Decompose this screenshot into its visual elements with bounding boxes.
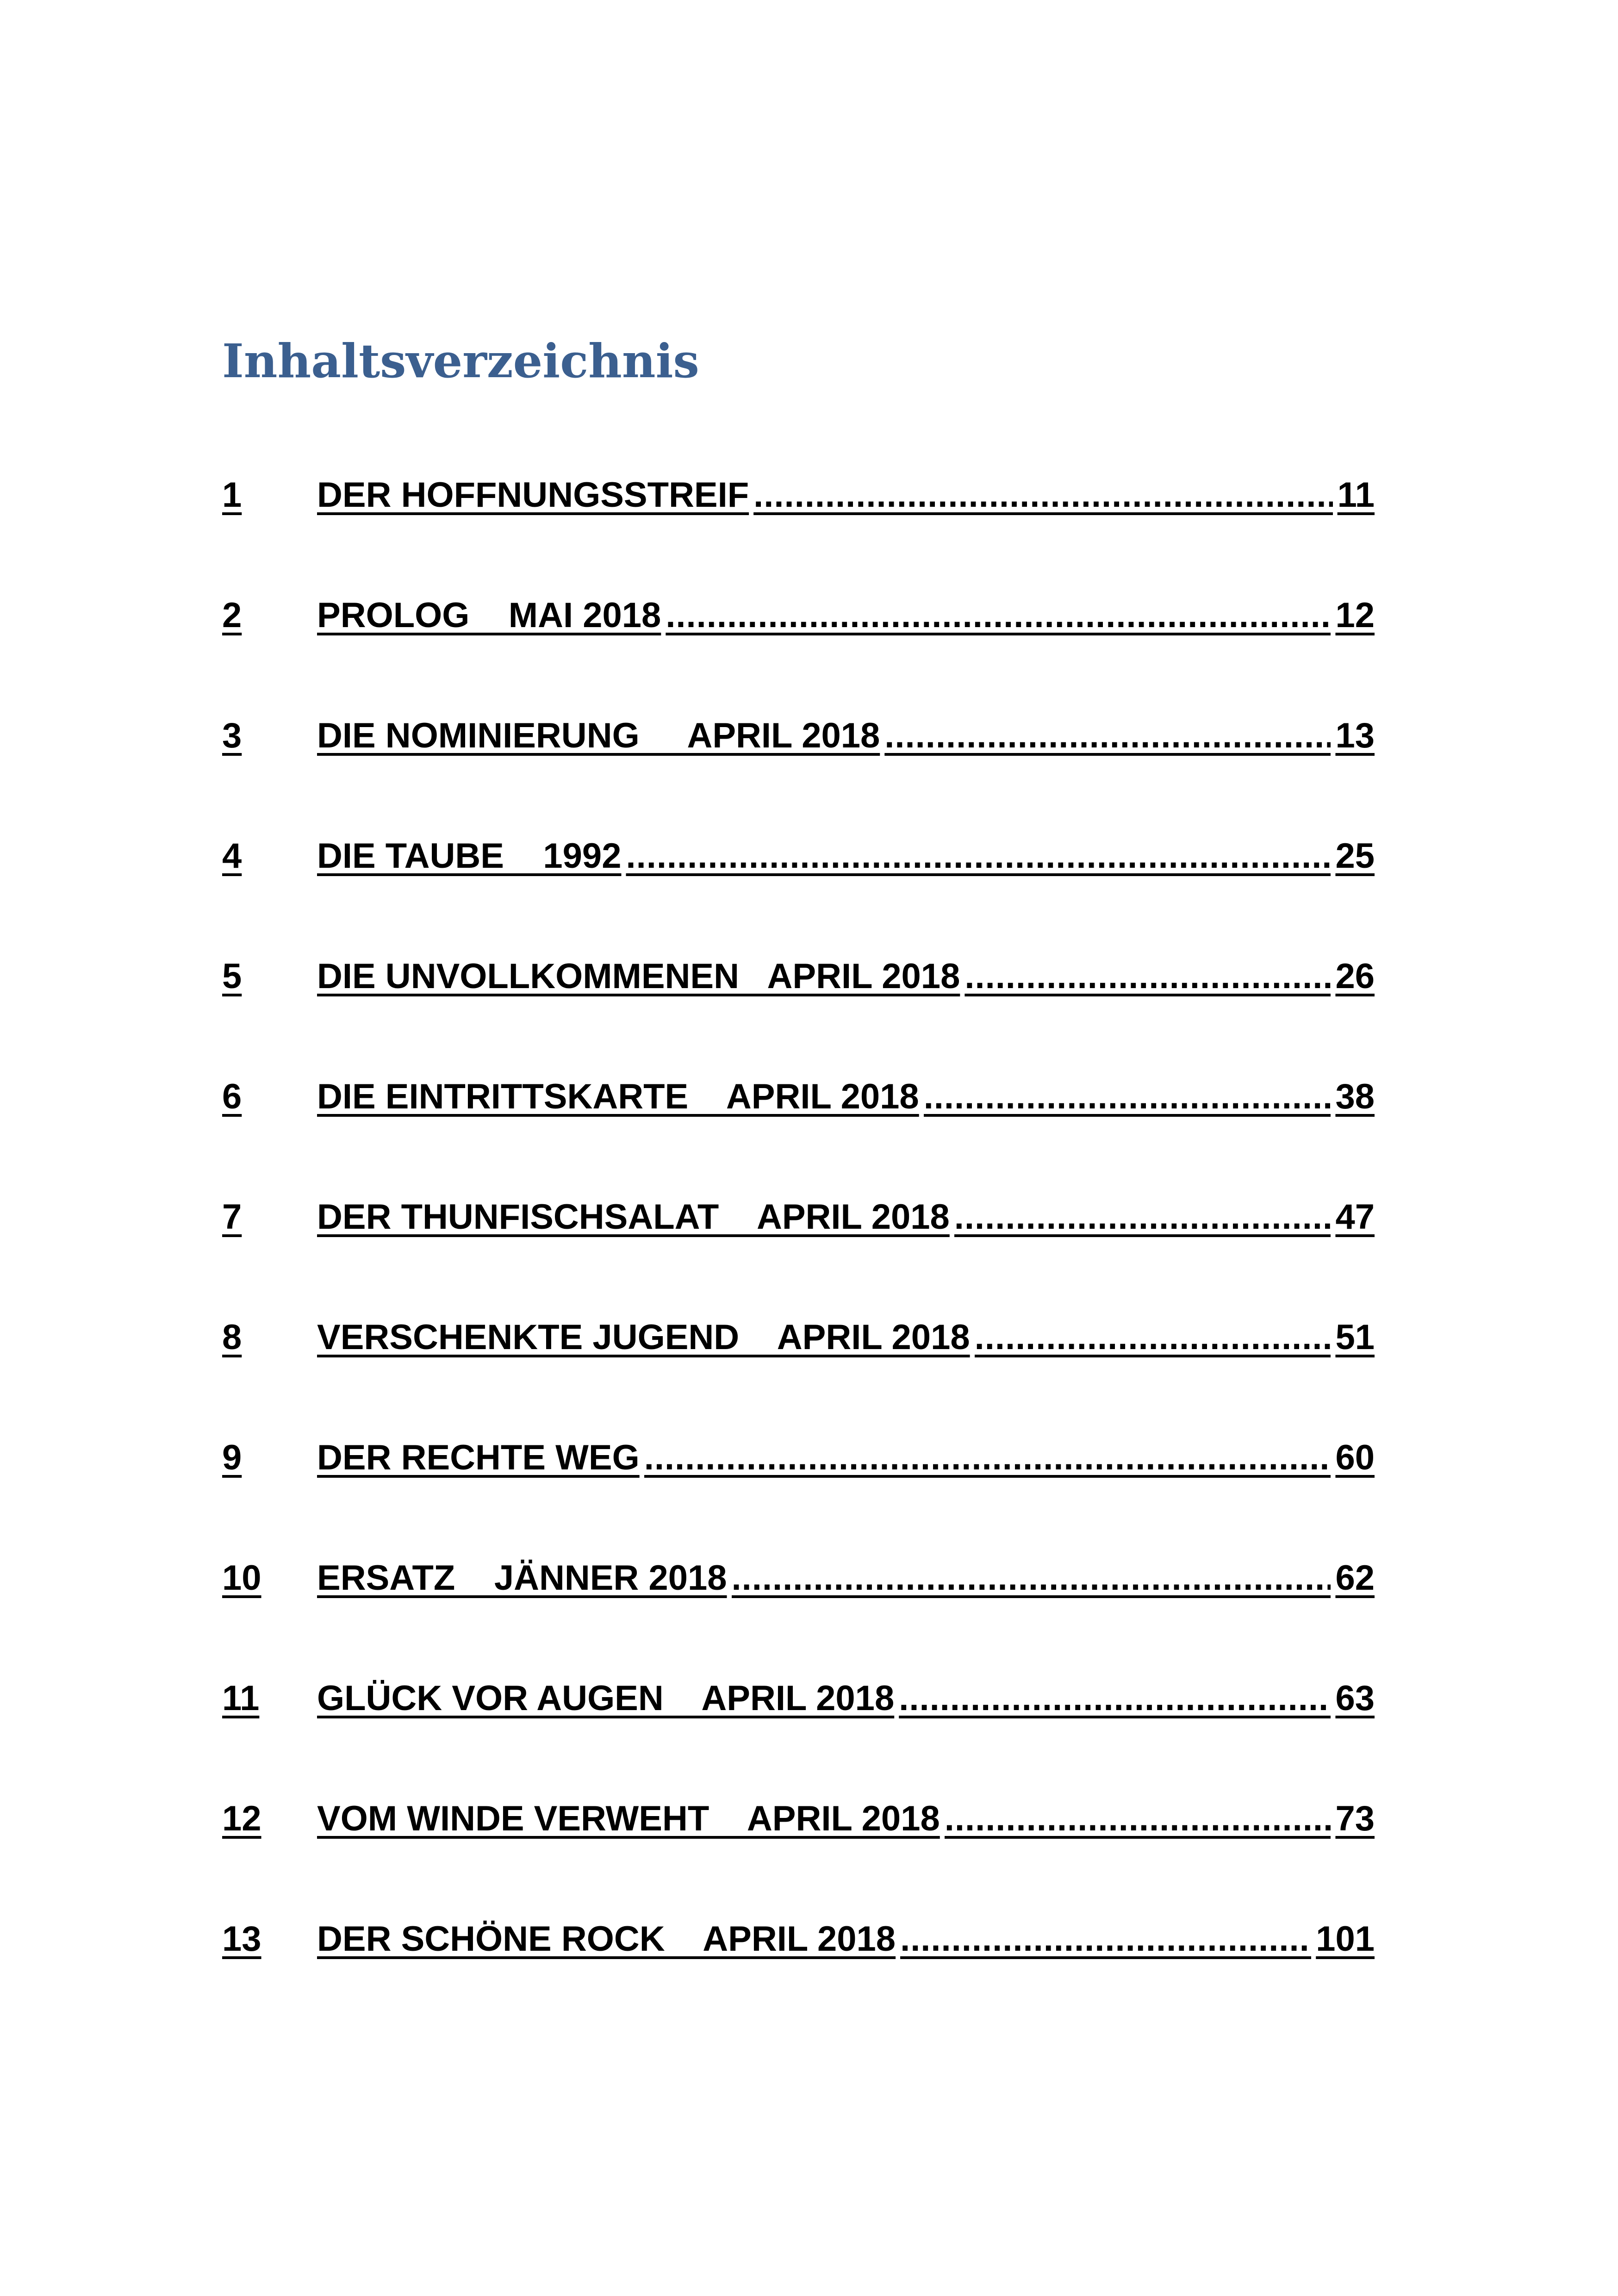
- toc-dot-leader: [732, 1555, 1331, 1601]
- toc-entry-title: VOM WINDE VERWEHT APRIL 2018: [317, 1799, 940, 1838]
- toc-entry-9[interactable]: [222, 1425, 1375, 1481]
- toc-entry-page: 51: [1335, 1318, 1375, 1357]
- toc-entry-4[interactable]: [222, 824, 1375, 879]
- toc-entry-number: 5: [222, 957, 242, 996]
- toc-dot-leader: [945, 1796, 1331, 1842]
- toc-entry-number: 6: [222, 1077, 242, 1116]
- toc-entry-10[interactable]: [222, 1546, 1375, 1601]
- toc-entry-title: PROLOG MAI 2018: [317, 596, 661, 635]
- toc-entry-number: 10: [222, 1558, 261, 1598]
- toc-entry-page: 38: [1335, 1077, 1375, 1116]
- toc-entry-page: 12: [1335, 596, 1375, 635]
- toc-entry-11[interactable]: [222, 1666, 1375, 1722]
- toc-entry-page: 101: [1316, 1919, 1375, 1959]
- toc-entry-number: 12: [222, 1799, 261, 1838]
- toc-entry-title: DER HOFFNUNGSSTREIF: [317, 475, 749, 515]
- toc-entry-page: 26: [1335, 957, 1375, 996]
- toc-entry-page: 60: [1335, 1438, 1375, 1477]
- toc-entry-page: 11: [1337, 475, 1375, 515]
- toc-entry-title: DER THUNFISCHSALAT APRIL 2018: [317, 1197, 950, 1237]
- toc-entry-number: 9: [222, 1438, 242, 1477]
- toc-entry-title: VERSCHENKTE JUGEND APRIL 2018: [317, 1318, 970, 1357]
- toc-dot-leader: [666, 592, 1331, 639]
- toc-dot-leader: [644, 1435, 1331, 1481]
- toc-entry-7[interactable]: [222, 1185, 1375, 1240]
- toc-entry-title: DIE UNVOLLKOMMENEN APRIL 2018: [317, 957, 960, 996]
- toc-dot-leader: [975, 1314, 1331, 1361]
- toc-dot-leader: [965, 953, 1331, 1000]
- toc-entry-13[interactable]: [222, 1907, 1375, 1962]
- toc-entry-title: ERSATZ JÄNNER 2018: [317, 1558, 727, 1598]
- toc-entry-page: 25: [1335, 836, 1375, 876]
- toc-dot-leader: [899, 1675, 1331, 1722]
- toc-dot-leader: [954, 1194, 1331, 1240]
- toc-entry-page: 63: [1335, 1679, 1375, 1718]
- toc-entry-number: 3: [222, 716, 242, 755]
- toc-entry-page: 62: [1335, 1558, 1375, 1598]
- toc-entry-3[interactable]: [222, 703, 1375, 759]
- toc-entry-5[interactable]: [222, 944, 1375, 1000]
- toc-entry-number: 4: [222, 836, 242, 876]
- toc-entry-number: 1: [222, 475, 242, 515]
- toc-entry-number: 13: [222, 1919, 261, 1959]
- toc-entry-number: 7: [222, 1197, 242, 1237]
- toc-entry-12[interactable]: [222, 1786, 1375, 1842]
- toc-entry-page: 13: [1335, 716, 1375, 755]
- toc-entry-page: 73: [1335, 1799, 1375, 1838]
- toc-entry-title: DIE TAUBE 1992: [317, 836, 622, 876]
- toc-entry-2[interactable]: [222, 583, 1375, 639]
- toc-entry-number: 8: [222, 1318, 242, 1357]
- toc-dot-leader: [884, 713, 1331, 759]
- toc-dot-leader: [900, 1916, 1311, 1962]
- toc-heading: Inhaltsverzeichnis: [222, 334, 699, 388]
- toc-dot-leader: [753, 472, 1333, 518]
- toc-entry-1[interactable]: [222, 463, 1375, 518]
- toc-entry-title: DIE NOMINIERUNG APRIL 2018: [317, 716, 880, 755]
- toc-entry-title: DER SCHÖNE ROCK APRIL 2018: [317, 1919, 896, 1959]
- toc-entry-number: 11: [222, 1679, 260, 1718]
- toc-entry-8[interactable]: [222, 1305, 1375, 1361]
- toc-dot-leader: [626, 833, 1331, 879]
- toc-entry-title: DER RECHTE WEG: [317, 1438, 640, 1477]
- toc-entry-6[interactable]: [222, 1064, 1375, 1120]
- toc-entry-number: 2: [222, 596, 242, 635]
- toc-entry-title: DIE EINTRITTSKARTE APRIL 2018: [317, 1077, 919, 1116]
- toc-dot-leader: [924, 1074, 1331, 1120]
- toc-entry-page: 47: [1335, 1197, 1375, 1237]
- toc-entry-title: GLÜCK VOR AUGEN APRIL 2018: [317, 1679, 895, 1718]
